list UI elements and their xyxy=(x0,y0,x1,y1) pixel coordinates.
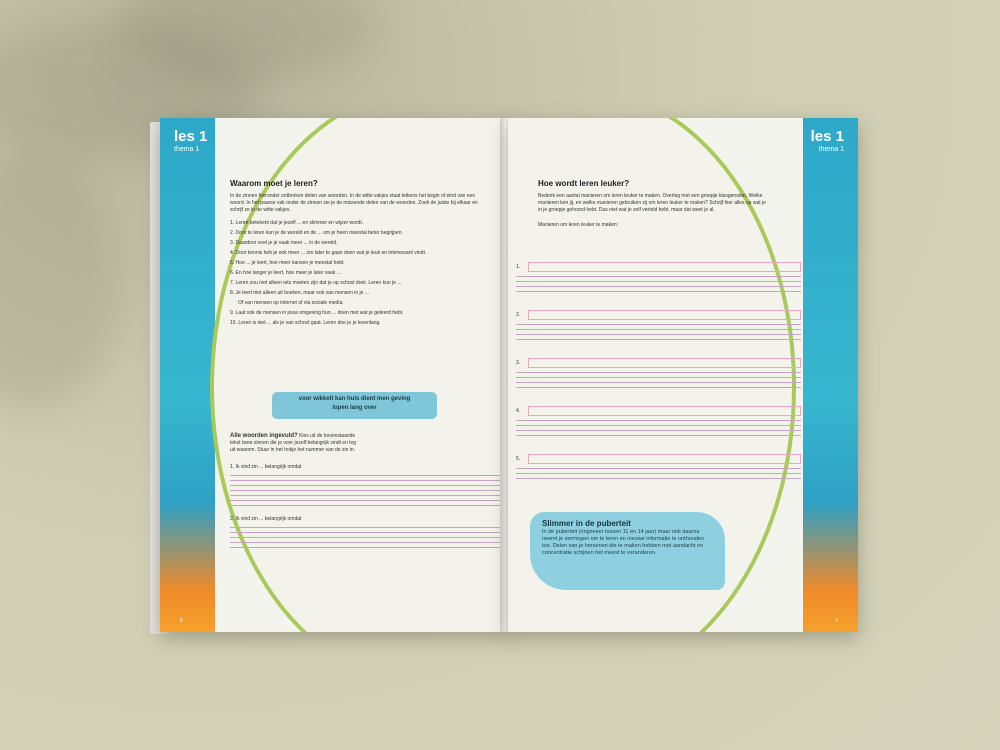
answer-number: 2. xyxy=(516,311,521,318)
exercise-block xyxy=(230,433,500,552)
lesson-label: les 1 xyxy=(174,128,208,145)
sentence: 6. En hoe langer je leert, hoe meer je later vaak ... xyxy=(230,270,341,276)
theme-label: thema 1 xyxy=(818,146,844,153)
answer-number: 4. xyxy=(516,407,521,414)
exercise-title: Alle woorden ingevuld? xyxy=(230,433,298,439)
answer-number: 1. xyxy=(516,263,521,270)
word-bank-line: lopen lang over xyxy=(332,405,377,411)
exercise-text: Kies uit de bovenstaande tekst twee zinnen die je voor jezelf belangrijk vindt en leg uit waarom. Stuur in het hokje het nummer van de zin in. xyxy=(230,433,356,453)
page-number: 8 xyxy=(180,618,183,624)
answer-box xyxy=(528,454,801,464)
section-title: Hoe wordt leren leuker? xyxy=(538,179,630,188)
word-bank xyxy=(272,392,437,419)
open-workbook xyxy=(150,118,854,638)
list-label: Manieren om leren leuker te maken: xyxy=(538,222,619,228)
answer-box xyxy=(528,310,801,320)
sentence: 10. Leren is niet ... als je van school gaat. Leren doe je je levenlang. xyxy=(230,320,381,326)
tip-title: Slimmer in de puberteit xyxy=(542,519,631,528)
sentence: 1. Leren betekent dat je jezelf ... en slimmer en wijzer wordt. xyxy=(230,220,364,226)
lesson-label: les 1 xyxy=(810,128,844,145)
sentence: 8. Je leert niet alleen uit boeken, maar ook van mensen in je ... xyxy=(230,290,369,296)
page-number: 9 xyxy=(835,618,838,624)
sentence: 4. Door kennis heb je ook meer ... om later te gaan doen wat je leuk en interessant vindt. xyxy=(230,250,427,256)
question-1: 1. Ik vind zin ... belangrijk omdat xyxy=(230,464,302,470)
left-page xyxy=(160,118,510,632)
answer-box xyxy=(528,406,801,416)
answer-number: 3. xyxy=(516,359,521,366)
right-color-band xyxy=(803,118,858,632)
answer-box xyxy=(528,262,801,272)
answer-area xyxy=(516,262,801,483)
intro-text: In de zinnen hieronder ontbreken delen van woorden. In de witte vakjes staat telkens het begin of eind van een woord. In het paarse vak onder de zinnen zie je de missende delen van de woorden. Zoek de juiste bij elkaar en schrijf ze in de witte vakjes. xyxy=(230,193,478,213)
left-content xyxy=(230,180,485,330)
answer-lines xyxy=(230,527,500,548)
theme-label: thema 1 xyxy=(174,146,200,153)
sentence: 7. Leren zou niet alleen iets moeten zijn dat je op school doet. Leren kun je ... xyxy=(230,280,402,286)
sentence: 3. Daardoor voel je je vaak meer ... in de wereld. xyxy=(230,240,338,246)
sentence: Of van mensen op internet of via sociale media. xyxy=(238,300,344,306)
left-color-band xyxy=(160,118,215,632)
sentence: 5. Hoe ... je leert, hoe meer kansen je meestal hebt. xyxy=(230,260,345,266)
intro-text: Bedenk een aantal manieren om leren leuker te maken. Overleg met een groepje klasgenoten. Welke manieren ken jij, en welke manieren gebruiken zij om leren leuker te maken? Schrijf hier alles op wat je in je groepje gehoord hebt. Dus niet wat je zelf verteld hebt, maar dat weet je al. xyxy=(538,193,766,213)
answer-box xyxy=(528,358,801,368)
right-content xyxy=(538,180,768,229)
answer-number: 5. xyxy=(516,455,521,462)
tip-box xyxy=(530,512,725,590)
tip-text: In de puberteit (ongeveer tussen 11 en 14 jaar) maar ook daarna neemt je vermogen om te leren en nieuwe informatie te onthouden toe. Delen van je hersenen die te maken hebben met aandacht en concentratie schijnen het meest te veranderen. xyxy=(542,529,705,556)
sentence: 9. Laat ook de mensen in jouw omgeving hun ... doen met wat je geleerd hebt. xyxy=(230,310,404,316)
question-2: 2. Ik vind zin ... belangrijk omdat xyxy=(230,516,302,522)
answer-lines xyxy=(230,475,500,506)
section-title: Waarom moet je leren? xyxy=(230,179,318,188)
sentence: 2. Door te leren kun je de wereld en de ... om je heen meestal beter begrijpen. xyxy=(230,230,403,236)
sentence-list xyxy=(230,220,485,327)
right-page xyxy=(508,118,858,632)
word-bank-line: voor wikkelt kan huis dient men geving xyxy=(298,396,411,402)
